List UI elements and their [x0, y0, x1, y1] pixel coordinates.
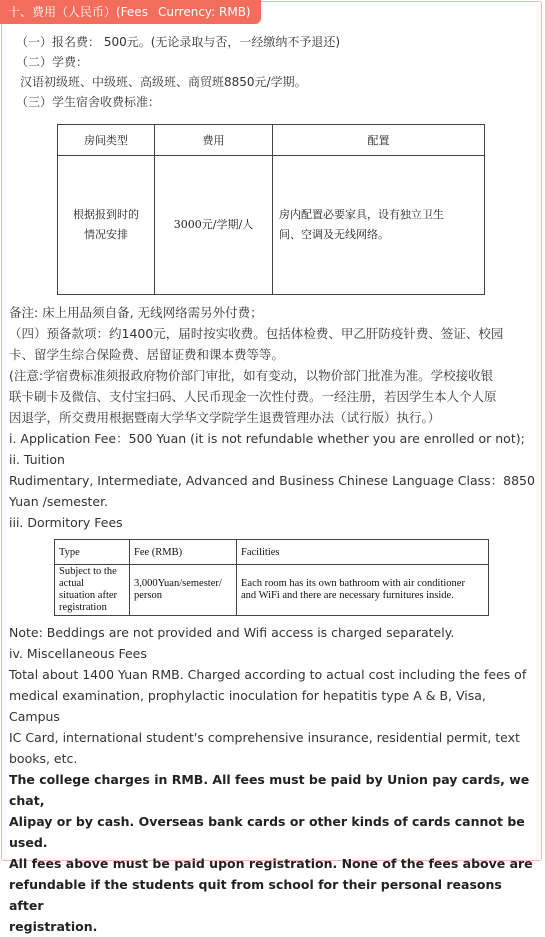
en-misc-line2: medical examination, prophylactic inoculation for hepatitis type A & B, Visa, Campus [9, 688, 486, 724]
cn-warn-line2: 联卡刷卡及微信、支付宝扫码、人民币现金一次性付费。一经注册，若因学生本人个人原 [9, 389, 497, 404]
cn-config-line2: 间、空调及无线网络。 [279, 228, 389, 241]
cn-warn-line1: (注意:学宿费标准须报政府物价部门审批，如有变动，以物价部门批准为准。学校接收银 [9, 368, 494, 383]
en-type-line1: Subject to the [59, 566, 117, 577]
en-header-fee: Fee (RMB) [130, 540, 237, 565]
cn-type-line1: 根据报到时的 [73, 208, 139, 221]
table-header-row [55, 540, 489, 565]
en-tuition-title: ii. Tuition [9, 452, 65, 467]
en-facilities-line2: and WiFi and there are necessary furnitures inside. [241, 590, 454, 601]
en-fee-line1: 3,000Yuan/semester/ [134, 578, 222, 589]
cn-tuition-title: （二）学费： [16, 55, 89, 69]
cn-header-type: 房间类型 [58, 125, 155, 156]
table-row [55, 565, 489, 616]
en-payment-line5: registration. [9, 919, 98, 934]
en-tuition-line2: Yuan /semester. [9, 494, 109, 509]
fees-content [9, 32, 537, 937]
en-dorm-table [54, 539, 489, 616]
cn-header-fee: 费用 [155, 125, 273, 156]
cn-cell-fee: 3000元/学期/人 [155, 156, 273, 295]
cn-dorm-table [57, 124, 485, 295]
section-tab [0, 0, 261, 24]
cn-cell-config [273, 156, 485, 295]
en-fee-line2: person [134, 590, 162, 601]
en-cell-fee [130, 565, 237, 616]
en-payment-line4: refundable if the students quit from school for their personal reasons after [9, 877, 502, 913]
section-title-en: Currency: RMB) [157, 5, 251, 19]
cn-warn-line3: 因退学，所交费用根据暨南大学华文学院学生退费管理办法（试行版）执行。） [9, 410, 441, 425]
cn-config-line1: 房内配置必要家具，设有独立卫生 [279, 208, 444, 221]
cn-misc-line2: 卡、留学生综合保险费、居留证费和课本费等等。 [9, 347, 285, 362]
cn-application-fee: （一）报名费： 500元。(无论录取与否，一经缴纳不予退还) [16, 35, 341, 49]
en-header-facilities: Facilities [237, 540, 489, 565]
en-cell-facilities [237, 565, 489, 616]
en-type-line3: situation after [59, 590, 118, 601]
table-row [58, 156, 485, 295]
cn-cell-type [58, 156, 155, 295]
en-payment-line3: All fees above must be paid upon registration. None of the fees above are [9, 856, 533, 871]
en-application-fee: i. Application Fee：500 Yuan (it is not refundable whether you are enrolled or not); [9, 431, 525, 446]
en-note: Note: Beddings are not provided and Wifi access is charged separately. [9, 625, 455, 640]
en-misc-line1: Total about 1400 Yuan RMB. Charged according to actual cost including the fees of [9, 667, 527, 682]
cn-misc-line1: （四）预备款项：约1400元，届时按实收费。包括体检费、甲乙肝防疫针费、签证、校园 [9, 326, 504, 341]
en-tuition-line1: Rudimentary, Intermediate, Advanced and Business Chinese Language Class：8850 [9, 473, 535, 488]
cn-type-line2: 情况安排 [84, 228, 128, 241]
cn-tuition-detail: 汉语初级班、中级班、高级班、商贸班8850元/学期。 [20, 75, 307, 89]
cn-header-config: 配置 [273, 125, 485, 156]
en-misc-line4: books, etc. [9, 751, 78, 766]
cn-note: 备注: 床上用品须自备, 无线网络需另外付费； [9, 305, 263, 320]
en-type-line4: registration [59, 602, 107, 613]
en-header-type: Type [55, 540, 130, 565]
section-title-cn: 十、费用（人民币）(Fees [8, 5, 148, 19]
en-facilities-line1: Each room has its own bathroom with air conditioner [241, 578, 465, 589]
en-cell-type [55, 565, 130, 616]
en-payment-line2: Alipay or by cash. Overseas bank cards or other kinds of cards cannot be used. [9, 814, 525, 850]
en-dorm-title: iii. Dormitory Fees [9, 515, 123, 530]
en-type-line2: actual [59, 578, 85, 589]
table-header-row [58, 125, 485, 156]
en-misc-title: iv. Miscellaneous Fees [9, 646, 147, 661]
en-misc-line3: IC Card, international student's comprehensive insurance, residential permit, text [9, 730, 520, 745]
cn-dorm-title: （三）学生宿舍收费标准： [16, 95, 161, 109]
en-payment-line1: The college charges in RMB. All fees must be paid by Union pay cards, we chat, [9, 772, 530, 808]
